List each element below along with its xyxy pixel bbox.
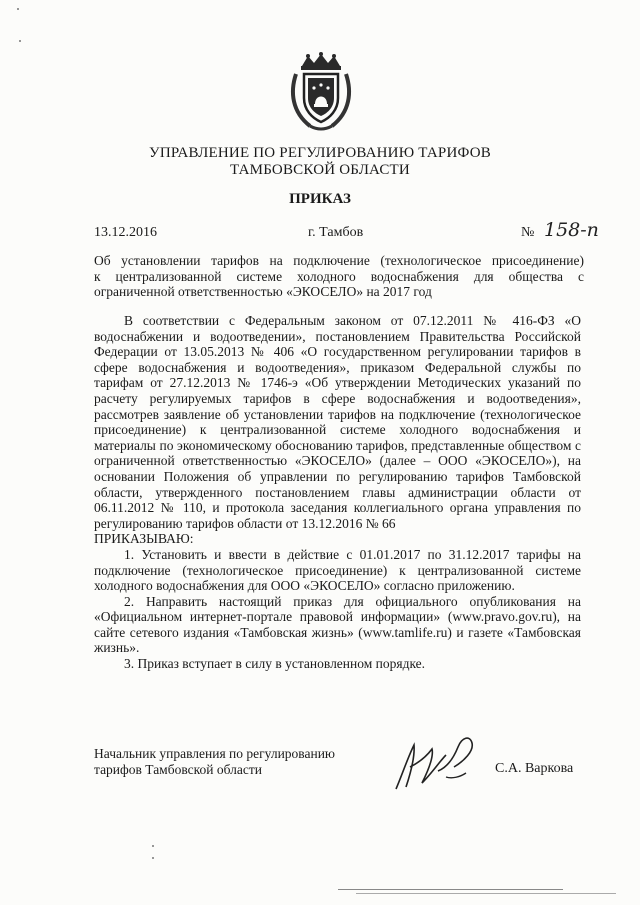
scan-dust — [152, 857, 154, 859]
document-number-handwritten: 158-п — [544, 219, 599, 241]
signer-position-line2: тарифов Тамбовской области — [94, 762, 262, 777]
scan-artifact-line — [356, 893, 616, 894]
handwritten-signature — [388, 727, 488, 797]
scan-artifact-line — [338, 889, 563, 890]
scan-dust — [19, 40, 21, 42]
document-type-title: ПРИКАЗ — [289, 191, 351, 207]
signer-name: С.А. Варкова — [495, 761, 574, 776]
document-body — [94, 313, 581, 672]
signer-position-line1: Начальник управления по регулированию — [94, 746, 336, 761]
order-item-1: 1. Установить и ввести в действие с 01.01.2017 по 31.12.2017 тарифы на подключение (технологическое присоединение) к централизованной системе холодного водоснабжения для ООО «ЭКОСЕЛО» согласно приложению. — [94, 546, 581, 594]
organization-name-line2: ТАМБОВСКОЙ ОБЛАСТИ — [230, 162, 410, 178]
organization-name-line1: УПРАВЛЕНИЕ ПО РЕГУЛИРОВАНИЮ ТАРИФОВ — [149, 145, 491, 161]
order-keyword: ПРИКАЗЫВАЮ: — [94, 531, 194, 547]
document-number-label: № — [521, 225, 535, 240]
subject-line: Об установлении тарифов на подключение (технологическое присоединение) — [94, 253, 584, 268]
signer-position — [94, 746, 335, 778]
document-date: 13.12.2016 — [94, 225, 157, 240]
scan-dust — [17, 8, 19, 10]
subject-line: ограниченной ответственностью «ЭКОСЕЛО» на 2017 год — [94, 284, 432, 299]
scan-dust — [152, 845, 154, 847]
order-item-2: 2. Направить настоящий приказ для официального опубликования на «Официальном интернет-портале правовой информации» (www.pravo.gov.ru), на сайте сетевого издания «Тамбовская жизнь» (www.tamlife.ru) и газете «Тамбовская жизнь». — [94, 593, 581, 656]
order-item-3: 3. Приказ вступает в силу в установленном порядке. — [124, 656, 426, 672]
document-subject — [94, 253, 584, 300]
subject-line: к централизованной системе холодного водоснабжения для общества с — [94, 268, 584, 284]
document-city: г. Тамбов — [308, 225, 364, 240]
preamble-paragraph: В соответствии с Федеральным законом от 07.12.2011 № 416-ФЗ «О водоснабжении и водоотведении», постановлением Правительства Российской Федерации от 13.05.2013 № 406 «О государственном регулировании тарифов в сфере водоснабжения и водоотведения», приказом Федеральной службы по тарифам от 27.12.2013 № 1746-э «Об утверждении Методических указаний по расчету регулируемых тарифов в сфере водоснабжения и водоотведения», рассмотрев заявление об установлении тарифов на подключение (технологическое присоединение) к централизованной системе холодного водоснабжения и материалы по экономическому обоснованию тарифов, представленные обществом с ограниченной ответственностью «ЭКОСЕЛО» (далее – ООО «ЭКОСЕЛО»), на основании Положения об управлении по регулированию тарифов Тамбовской области, утвержденного постановлением главы администрации области от 06.11.2012 № 110, и протокола заседания коллегиального органа управления по регулированию тарифов области от 13.12.2016 № 66 — [94, 313, 581, 531]
coat-of-arms-emblem — [288, 52, 354, 132]
